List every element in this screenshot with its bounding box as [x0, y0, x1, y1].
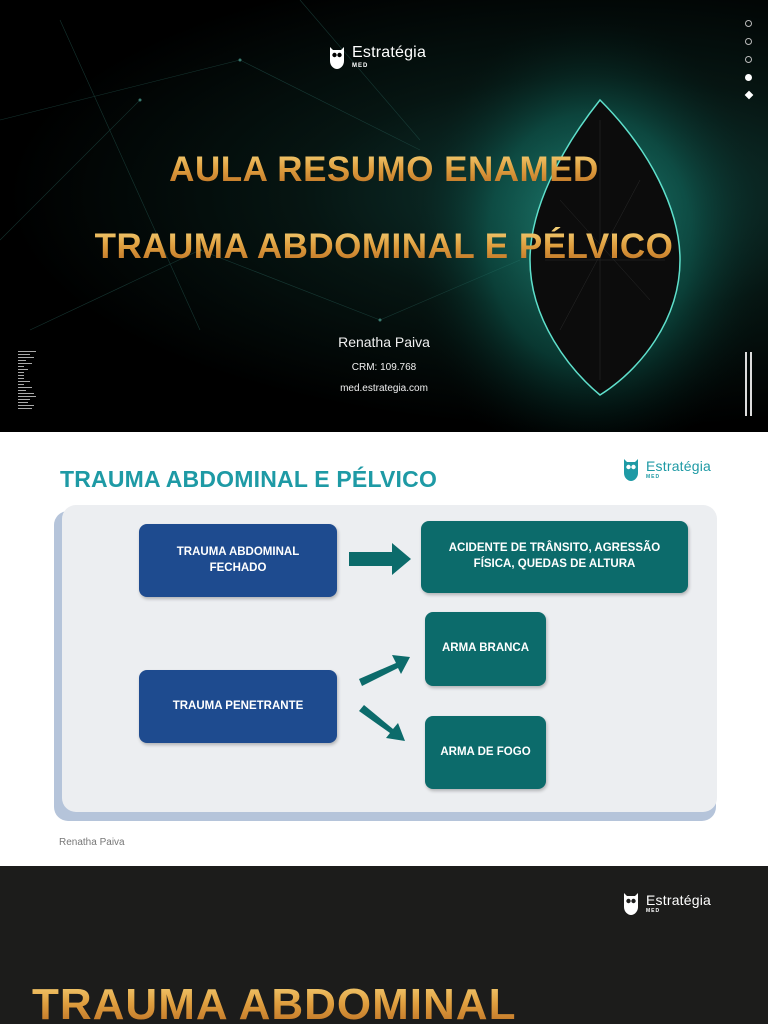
arrow-up-right-icon [359, 655, 410, 686]
slide-nav-dots[interactable] [745, 20, 752, 98]
brand-name: Estratégia [646, 457, 712, 474]
diagram-arrows [0, 432, 768, 866]
arrow-down-right-icon [359, 705, 405, 741]
slide1-title-line2: TRAUMA ABDOMINAL E PÉLVICO [0, 227, 768, 267]
box-label: ARMA BRANCA [441, 642, 530, 655]
nav-dot-active[interactable] [745, 74, 752, 81]
box-label: ARMA DE FOGO [440, 745, 531, 758]
slide-diagram [0, 432, 768, 866]
nav-dot[interactable] [745, 20, 752, 27]
website-link: med.estrategia.com [340, 383, 428, 394]
presenter-crm: CRM: 109.768 [351, 362, 417, 373]
owl-logo-icon [328, 44, 346, 70]
slide1-title-line1: AULA RESUMO ENAMED [0, 150, 768, 190]
box-label: TRAUMA ABDOMINAL FECHADO [176, 545, 300, 574]
presenter-name: Renatha Paiva [338, 334, 430, 350]
slide-section [0, 866, 768, 1024]
decorative-bars-left [18, 351, 36, 409]
brand-logo [328, 44, 426, 70]
brand-sub: MED [352, 63, 369, 69]
nav-dot-diamond[interactable] [745, 91, 753, 99]
slide2-title: TRAUMA ABDOMINAL E PÉLVICO [60, 466, 438, 492]
slide2-footer: Renatha Paiva [59, 837, 125, 848]
brand-name: Estratégia [352, 44, 427, 61]
owl-logo-icon [622, 890, 640, 916]
arrow-right-icon [349, 543, 411, 575]
decorative-bars-right [745, 352, 752, 416]
brand-sub: MED [646, 473, 661, 480]
nav-dot[interactable] [745, 56, 752, 63]
nav-dot[interactable] [745, 38, 752, 45]
brand-name: Estratégia [646, 891, 712, 908]
brand-logo [622, 890, 711, 916]
box-label: ACIDENTE DE TRÂNSITO, AGRESSÃO FÍSICA, QUEDAS DE ALTURA [448, 542, 661, 570]
brand-sub: MED [646, 907, 661, 914]
slide-title [0, 0, 768, 432]
slide3-title: TRAUMA ABDOMINAL [32, 980, 516, 1024]
box-label: TRAUMA PENETRANTE [172, 699, 304, 712]
